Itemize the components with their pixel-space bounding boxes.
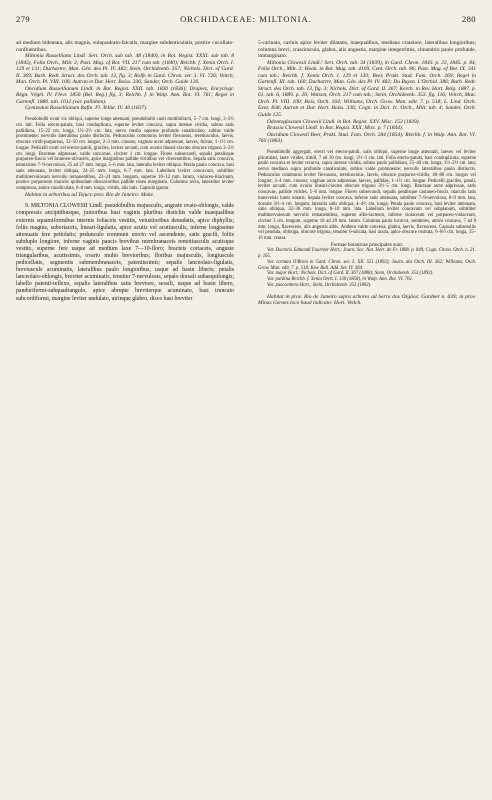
synonymy-brassia-clowesii: Brassia Clowesii Lindl. in Bot. Regist. XXX. Misc. p. 7 (1844). [267, 125, 404, 132]
habitat-russelliana: Habitat in arboribus ad Tejuco prov. Rio de Janeiro: Moke. [25, 191, 155, 198]
page-number-right: 280 [461, 14, 476, 24]
varieties-heading: Formae botanicae principales sunt: [330, 241, 404, 248]
description-clowesii: Pseudobulbi aggregati, erecti vel erecto-patuli, satis obliqui, superne longe attenuati, laeves vel leviter plicatulati, laete virides, nitidi, 7 ad 10 cm. longi, 2½–3 cm. lati. Folia erecto-patula, basi conduplicata, superne paulo concava et leviter recurva, supra intense viridia, subtus paulo pallidiora, 25–40 cm. longa, 1½–2½ cm. lata; nervo mediano supra profunde canaliculato, subtus valde prominente; nervulis lateralibus paulo distinctis. Pedunculus communis leviter flexuosus, teretiusculus, laevis, obscure purpureo-viridis, 40–80 cm. longus vel longior, 3–4 mm. crassus; vaginae arcte adpressae, laeves, pallidae, 1–1½ cm. longae. Pedicelli graciles, patuli, leviter arcuati, cum ovario lineari-clavato obscure trigono 3½–5 cm. longi. Bracteae arcte adpressae, satis concavae, pallide virides, 5–8 mm. longae. Flores subsecundi, sepalis petalisque castaneo-fuscis, maculis latis transversis luteis notatis. Sepala leviter concava, inferne satis attenuata, subtiliter 7–9-nervulosa, 8–9 mm. lata, dorsale 3½–4 cm. longum, lateralia satis obliqua, 4–4½ cm. longa. Petala paulo concava, basi leviter attenuata, satis obliqua, 32–36 mm. longa, 8–10 mm. lata. Labellum leviter concavum vel subplanum, subtiliter multinervulosum nervulis remanentibus, superne albo-lacteum, inferne violaceum vel purpureo-violaceum, circiter 3 cm. longum, superne 18 ad 20 mm. latum. Columna paulo incurva, semiteres, antice concava, 7 ad 8 mm. longa, flavescens, alis angustis albis. Anthera valde convexa, glabra, laevis, flavescens. Capsula subsessilis vel pendula, oblonga, obscure trigona, tenuiter 6-sulcata, basi acuta, apice obscure rostrata, 6–6½ cm. longa, 15–16 mm. crassa. [258, 149, 476, 241]
synonymy-gynizodon: Gynizodon Russellianum Rafin. Fl. Tellur. IV. 40 (1837). [25, 105, 148, 112]
synonymy-oncidium-russellianum: Oncidium Russellianum Lindl. in Bot. Regist. XXII. tab. 1830 (1836); Drapiez, Encyclogr. Règn. Végét. IV. Flevr. 1856 (Bel. Reg.) fig. 3; Reichb. f. in Walp. Ann. Bot. VI. 761; Regel in Gartenfl. 1880. tab. 1012 (var. pallidum). [16, 85, 234, 105]
page-number-left: 279 [16, 14, 31, 24]
species-9-heading: 9. MILTONIA CLOWESII Lindl. pseudobulbis majusculis, anguste ovato-oblongis, valde compressis ancipitibusque, junioribus basi vaginis pluribus distichis valde inaequalibus externis squamiformibus internis foliaceis vestitis, vetustioribus denudatis, apice diphyllis; foliis magnis, suboriaceis, lineari-ligulatis, apice acutis vel acutiusculis, inferne longissime attenuatis fere petiolatis; pedunculo communi erecto vel ascendente, satis gracili, foliis subduplo longiore, inferne vaginis paucis brevibus membranaceis remotiusculis acutisque vestito, superne fere usque ad medium laxe 7—10-floro; bracteis coriaceis, anguste triangularibus, acutissimis, ovario multo brevioribus; floribus majusculis, longiuscule pedicellatis, segmentis submembranaceis, patentissimis; sepalis lanceolato-ligulatis, breviuscule acuminatis, lateralibus paulo longioribus, usque ad basin liberis; petalis lanceolato-oblongis, breviter acuminatis, tenuiter 7-nervulosis, sepalo dorsali subaequilongis; labello patenti-reflexo, sepalis lateralibus satis breviore, sessili, usque ad basin libero, pandurifermi-subquadrangulo, apice abrupte breviterque acuminato, basi truncato subcordiformi, margine leviter undulato, utrinque glabro, disco basi breviter [16, 203, 234, 302]
variety-item: Var. pardina Reichb. f. Xenia Orch. I. 130 (1858), in Walp. Ann. Bot. VI. 761. [267, 277, 414, 283]
continuation-paragraph: ad medium bidentata, alis magnis, subquadrato-falcatis, margine subdenticulatis, postice cucullato-confluentibus. [16, 40, 234, 53]
continuation-paragraph-right: 5-carinato, carinis apice leviter dilatatis, inaequalibus, mediano crassiore, lateralibus longioribus; columna brevi, crassiuscula, glabra, alis angustis, margine integerrimis, clinandrio paulo profunde, immarginato. [258, 40, 476, 60]
synonymy-miltonia-russelliana: Miltonia Russelliana Lindl. Sert. Orch. sub tab. 48 (1840), in Bot. Regist. XXXI. sub tab. 8 (1845), Folia Orch., Milt. 2; Paxt. Mag. of Bot. VII. 217 cum tab. (1840); Reichb. f. Xenia Orch. I. 129 et 131; Duchartre, Man. Gén. des Pl. IV. 482; Stein, Orchideenb. 357; Nichols. Dict. of Gard. II. 369; Burb. Redr. Struct. des Orch. tab. 13, fig. 3; Rolfe in Gard. Chron. ser. 3. VI. 726; Veitch, Man. Orch. Pl. VIII. 106; Autran et Dur. Hort. Boiss. 336; Sander, Orch. Guide 126. [16, 53, 234, 86]
habitat-clowesii: Habitat in prov. Rio de Janeiro supra arbores ad Serra dos Orgãos: Gardner n. 639; in prov. Minas Geraes loco haud indicato: Hort. Veitch. [258, 293, 476, 307]
left-column [16, 40, 234, 790]
variety-item: Var. cornuta O'Brien in Gard. Chron. ser. 3. XII. 551 (1892); Journ. des Orch. III. 362; Williams, Orch. Grow. Man. edit. 7. p. 518; Kew Bull. Add. Ser. IV. 364. [258, 259, 476, 271]
variety-item: Var. pascoentera Hort.; Stein, Orchideenb. 353 (1892). [267, 282, 372, 288]
synonymy-miltonia-clowesii: Miltonia Clowesii Lindl.! Sert. Orch. tab. 34 (1839), in Gard. Chron. 1843. p. 23, 1845. p. 84, Folia Orch., Milt. 2; Hook. in Bot. Mag. tab. 4109, Cent. Orch. tab. 86; Paxt. Mag. of Bot. IX. 341 cum tab.; Reichb. f. Xenia Orch. I. 129 et 130; Beer, Prakt. Stud. Fam. Orch. 269; Regel in Gartenfl. III. tab. 160; Duchartre, Man. Gén. des Pl. IV. 482; Du Buysn. L'Orchid. 386; Burb. Redr. Struct. des Orch. tab. 13, fig. 3; Nichols. Dict. of Gard. II. 367; Kerch. in Rev. Hort. Belg. 1887. p. 61. tab. 6, 1889. p. 26; Watson, Orch. 217 cum tab.; Stein, Orchideenb. 353. fig. 116; Veitch, Man. Orch. Pl. VIII. 100; Bois, Orch. 164; Williams, Orch. Grow. Man. edit. 7. p. 518; L. Lind. Orch. Exot. 838; Autran et Dur. Hort. Boiss. 336; Cogn. in Dict. Ic. Orch., Milt. tab. 4; Sander, Orch. Guide 125. [258, 59, 476, 119]
description-russelliana: Pseudobulbi ovati vix obliqui, superne longe attenuati, pseudobulbi cauli multiinfracti, 5–7 cm. longi, 2–2½ cm. lati. Folia erecto-patula, basi conduplicata, superne leviter concava, supra intense viridia, subtus satis pallidiora, 15–22 cm. longa, 1½–2½ cm. lata, nervo medio superne profunde canaliculato, subtus valde prominente; nervulis lateralibus paulo distinctis. Pedunculus communis leviter flexuosus, teretiusculus, laevis, obscure viridi-purpureus, 32–50 cm. longus, 2–3 mm. crassus; vaginae arcte adpressae, laeves, fulvae, 1–1½ cm. longae. Pedicelli ovati vel erecto-patuli, graciles, leviter arcuati, cum ovario lineari-clavato obscure trigono 2–2½ cm. longi. Bracteae adpressae, valde concavae, circiter 1 cm. longae. Flores subsecundi, sepalis petalisque purpureo-fuscis vel brunneo-olivaceis, apice marginibus pallide viridibus vel virescentibus. Sepala satis concava, tenuissime 7–9-nervulosa, 25 ad 27 mm. longa, 5–6 mm. lata, lateralia leviter obliqua. Petala paulo concava, basi satis attenuata, leviter obliqua, 24–25 mm. longa, 6–7 mm. lata. Labellum leviter concavum, subtiliter multiinervulosum nervulis remanentibus, 22–24 mm. longum, superne 10–12 mm. latum, violaceo-lilacinum, postice purpureum maculis quibusdam obscurioribus pallide rosea marginato. Columna recta, lateraliter leviter compressa, antice canaliculata, 6–8 mm. longa, viridis, alis latis. Capsula ignota. [16, 117, 234, 192]
text-columns [16, 40, 476, 790]
variety-item: Var. major Hort.; Nichols. Dict. of Gard. II. 367 (1888); Stein, Orchideenb. 353 (1892). [267, 271, 434, 277]
synonymy-oncidium-clowesii: Oncidium Clowesii Beer, Prakt. Stud. Fam. Orch. 284 (1854); Reichb. f. in Walp. Ann. Bot. VI. 760 (1863). [258, 131, 476, 145]
running-title: ORCHIDACEAE: MILTONIA. [180, 14, 312, 24]
synonymy-odontoglossum-clowesii: Odontoglossum Clowesii Lindl. in Bot. Regist. XXV. Misc. 153 (1839). [267, 118, 420, 125]
page-header [16, 14, 476, 26]
right-column [258, 40, 476, 790]
variety-item: Var. Doctoris Edmondi Fournier Hort.; Journ. Soc. Nat. Hort. de Fr. 1888. p. 849; Cogn. Chron. Orch. n. 21. p. 165. [258, 248, 476, 260]
